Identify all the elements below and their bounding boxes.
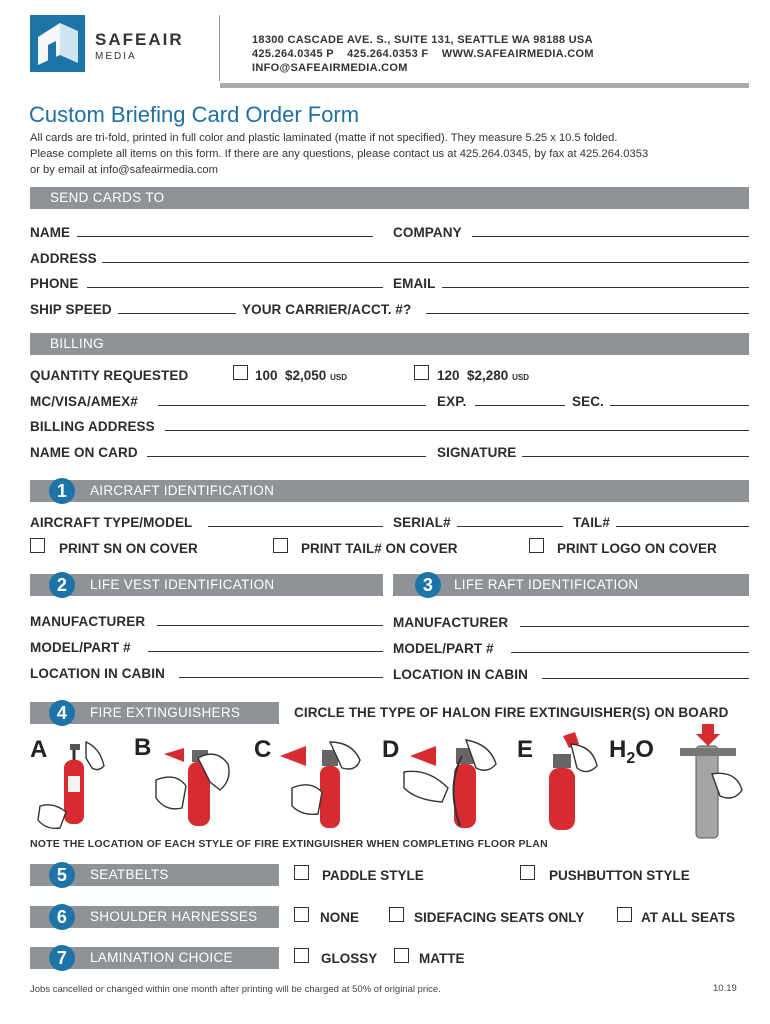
name-on-card-field[interactable] xyxy=(147,456,426,457)
vest-location-label: LOCATION IN CABIN xyxy=(30,666,165,681)
tail-label: TAIL# xyxy=(573,515,610,530)
card-number-field[interactable] xyxy=(158,405,426,406)
logo-word-safeair: SAFEAIR xyxy=(95,30,184,49)
section-heading: SEATBELTS xyxy=(90,867,169,882)
section-fire xyxy=(30,702,279,724)
extinguisher-e-icon xyxy=(535,730,605,836)
vest-location-field[interactable] xyxy=(179,677,383,678)
raft-model-field[interactable] xyxy=(511,652,749,653)
print-tail-label: PRINT TAIL# ON COVER xyxy=(301,541,458,556)
intro-line-1: All cards are tri-fold, printed in full color and plastic laminated (matte if not specified). They measure 5.25 x 10.5 folded. xyxy=(30,132,618,144)
print-logo-checkbox[interactable] xyxy=(529,538,544,553)
matte-label: MATTE xyxy=(419,951,465,966)
currency-label: USD xyxy=(512,373,529,382)
section-number: 5 xyxy=(49,862,75,888)
extinguisher-b-icon xyxy=(150,736,245,836)
section-send-cards xyxy=(30,187,749,209)
type-c-label[interactable]: C xyxy=(254,736,272,763)
sec-field[interactable] xyxy=(610,405,749,406)
name-on-card-label: NAME ON CARD xyxy=(30,445,138,460)
pushbutton-style-checkbox[interactable] xyxy=(520,865,535,880)
currency-label: USD xyxy=(330,373,347,382)
intro-line-2: Please complete all items on this form. If there are any questions, please contact us at 425.264.0345, by fax at 425.264.0353 xyxy=(30,148,649,160)
address-field[interactable] xyxy=(102,262,749,263)
option-text: 120 $2,280 xyxy=(437,368,509,383)
section-number: 1 xyxy=(49,478,75,504)
quantity-100-checkbox[interactable] xyxy=(233,365,248,380)
header-divider xyxy=(219,15,220,81)
paddle-style-checkbox[interactable] xyxy=(294,865,309,880)
section-seatbelts xyxy=(30,864,279,886)
exp-field[interactable] xyxy=(475,405,565,406)
section-billing xyxy=(30,333,749,355)
section-aircraft xyxy=(30,480,749,502)
name-field[interactable] xyxy=(77,236,373,237)
footer-note: Jobs cancelled or changed within one month after printing will be charged at 50% of original price. xyxy=(30,984,441,995)
phone-field[interactable] xyxy=(87,287,383,288)
ship-speed-label: SHIP SPEED xyxy=(30,302,112,317)
option-text: 100 $2,050 xyxy=(255,368,327,383)
tail-field[interactable] xyxy=(616,526,749,527)
type-e-label[interactable]: E xyxy=(517,736,534,763)
fire-note: NOTE THE LOCATION OF EACH STYLE OF FIRE EXTINGUISHER WHEN COMPLETING FLOOR PLAN xyxy=(30,838,548,850)
section-number: 3 xyxy=(415,572,441,598)
phone-label: PHONE xyxy=(30,276,79,291)
section-life-vest xyxy=(30,574,383,596)
section-heading: AIRCRAFT IDENTIFICATION xyxy=(90,483,275,498)
section-life-raft xyxy=(393,574,749,596)
aircraft-type-field[interactable] xyxy=(208,526,383,527)
signature-field[interactable] xyxy=(522,456,749,457)
h2o-sub: 2 xyxy=(626,750,636,767)
section-number: 2 xyxy=(49,572,75,598)
billing-address-field[interactable] xyxy=(165,430,749,431)
type-h2o-label[interactable] xyxy=(609,736,654,767)
quantity-100-label xyxy=(255,368,347,383)
harness-sidefacing-label: SIDEFACING SEATS ONLY xyxy=(414,910,585,925)
fire-instruction: CIRCLE THE TYPE OF HALON FIRE EXTINGUISHER(S) ON BOARD xyxy=(294,705,729,720)
billing-address-label: BILLING ADDRESS xyxy=(30,419,155,434)
harness-all-seats-label: AT ALL SEATS xyxy=(641,910,735,925)
type-d-label[interactable]: D xyxy=(382,736,400,763)
signature-label: SIGNATURE xyxy=(437,445,517,460)
logo xyxy=(30,15,85,72)
exp-label: EXP. xyxy=(437,394,467,409)
logo-mark-icon xyxy=(30,15,85,72)
serial-label: SERIAL# xyxy=(393,515,451,530)
extinguisher-c-icon xyxy=(272,736,372,836)
h2o-o: O xyxy=(635,736,654,763)
aircraft-type-label: AIRCRAFT TYPE/MODEL xyxy=(30,515,193,530)
print-logo-label: PRINT LOGO ON COVER xyxy=(557,541,717,556)
h2o-h: H xyxy=(609,736,627,763)
address-line-3: INFO@SAFEAIRMEDIA.COM xyxy=(252,62,408,74)
address-line-1: 18300 CASCADE AVE. S., SUITE 131, SEATTLE WA 98188 USA xyxy=(252,34,593,46)
extinguisher-h2o-icon xyxy=(672,724,752,840)
page-title: Custom Briefing Card Order Form xyxy=(29,102,360,127)
section-number: 4 xyxy=(49,700,75,726)
card-number-label: MC/VISA/AMEX# xyxy=(30,394,138,409)
raft-model-label: MODEL/PART # xyxy=(393,641,494,656)
vest-model-label: MODEL/PART # xyxy=(30,640,131,655)
vest-manufacturer-field[interactable] xyxy=(157,625,383,626)
section-harness xyxy=(30,906,279,928)
raft-location-field[interactable] xyxy=(542,678,749,679)
serial-field[interactable] xyxy=(457,526,563,527)
sec-label: SEC. xyxy=(572,394,604,409)
section-number: 7 xyxy=(49,945,75,971)
company-field[interactable] xyxy=(472,236,749,237)
address-line-2: 425.264.0345 P 425.264.0353 F WWW.SAFEAIRMEDIA.COM xyxy=(252,48,594,60)
section-heading: LAMINATION CHOICE xyxy=(90,950,233,965)
print-tail-checkbox[interactable] xyxy=(273,538,288,553)
quantity-label: QUANTITY REQUESTED xyxy=(30,368,189,383)
glossy-label: GLOSSY xyxy=(321,951,378,966)
address-label: ADDRESS xyxy=(30,251,97,266)
type-a-label[interactable]: A xyxy=(30,736,48,763)
email-label: EMAIL xyxy=(393,276,436,291)
ship-speed-field[interactable] xyxy=(118,313,236,314)
harness-all-seats-checkbox[interactable] xyxy=(617,907,632,922)
raft-manufacturer-field[interactable] xyxy=(520,626,749,627)
section-heading: BILLING xyxy=(50,336,104,351)
harness-none-label: NONE xyxy=(320,910,360,925)
header-rule xyxy=(220,83,749,88)
version-label: 10.19 xyxy=(713,983,737,994)
name-label: NAME xyxy=(30,225,71,240)
section-number: 6 xyxy=(49,904,75,930)
matte-checkbox[interactable] xyxy=(394,948,409,963)
section-lamination xyxy=(30,947,279,969)
type-b-label[interactable]: B xyxy=(134,734,152,761)
harness-none-checkbox[interactable] xyxy=(294,907,309,922)
harness-sidefacing-checkbox[interactable] xyxy=(389,907,404,922)
vest-model-field[interactable] xyxy=(148,651,383,652)
paddle-style-label: PADDLE STYLE xyxy=(322,868,424,883)
extinguisher-a-icon xyxy=(30,736,120,836)
intro-line-3: or by email at info@safeairmedia.com xyxy=(30,164,218,176)
section-heading: LIFE VEST IDENTIFICATION xyxy=(90,577,275,592)
quantity-120-checkbox[interactable] xyxy=(414,365,429,380)
raft-manufacturer-label: MANUFACTURER xyxy=(393,615,509,630)
pushbutton-style-label: PUSHBUTTON STYLE xyxy=(549,868,690,883)
email-field[interactable] xyxy=(442,287,749,288)
quantity-120-label xyxy=(437,368,529,383)
section-heading: LIFE RAFT IDENTIFICATION xyxy=(454,577,639,592)
glossy-checkbox[interactable] xyxy=(294,948,309,963)
carrier-field[interactable] xyxy=(426,313,749,314)
print-sn-label: PRINT SN ON COVER xyxy=(59,541,198,556)
carrier-label: YOUR CARRIER/ACCT. #? xyxy=(242,302,412,317)
print-sn-checkbox[interactable] xyxy=(30,538,45,553)
section-heading: SEND CARDS TO xyxy=(50,190,165,205)
raft-location-label: LOCATION IN CABIN xyxy=(393,667,528,682)
extinguisher-d-icon xyxy=(396,736,506,836)
section-heading: SHOULDER HARNESSES xyxy=(90,909,258,924)
vest-manufacturer-label: MANUFACTURER xyxy=(30,614,146,629)
logo-word-media: MEDIA xyxy=(95,51,137,62)
section-heading: FIRE EXTINGUISHERS xyxy=(90,705,241,720)
company-label: COMPANY xyxy=(393,225,462,240)
